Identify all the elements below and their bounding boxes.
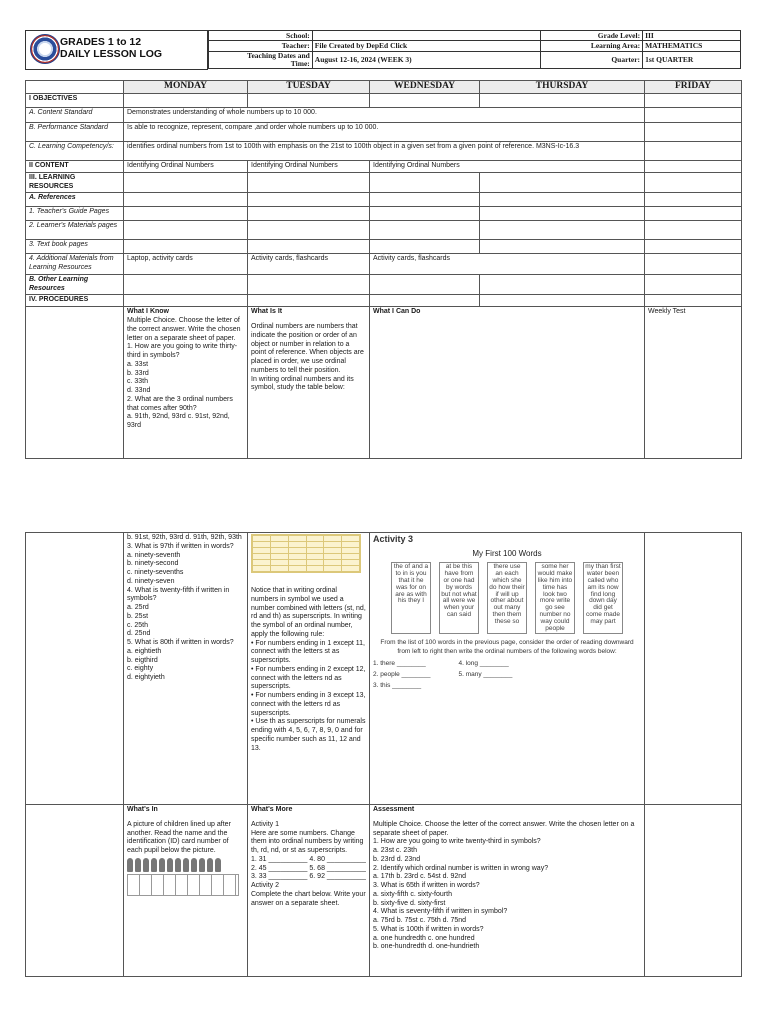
cell: [26, 805, 124, 977]
performance-standard-label: B. Performance Standard: [26, 122, 124, 141]
what-is-it-text: Ordinal numbers are numbers that indicate the position or order of an object or number in relation to a point of reference. When objects are placed in order, we use ordinal numbers to tell their position. In writing ordinal numbers and its symbol, study the table below:: [251, 323, 364, 392]
activity-3-instructions: From the list of 100 words in the previous page, consider the order of reading downward from left to right then write the ordinal numbers of the following words below:: [380, 639, 634, 655]
dates-label: [209, 51, 313, 69]
cell: [645, 93, 742, 107]
cell: [645, 207, 742, 221]
cell: [370, 274, 480, 295]
quarter-label: Quarter:: [541, 51, 643, 69]
cell: [248, 295, 370, 307]
activity-3-items: [373, 660, 641, 690]
other-resources-label: B. Other Learning Resources: [26, 274, 124, 295]
whats-in-text: A picture of children lined up after another. Read the name and the identification (ID) card number of each pupil below the picture.: [127, 820, 231, 854]
cell: [645, 172, 742, 193]
procedures-label: IV. PROCEDURES: [26, 295, 124, 307]
cell: [480, 221, 645, 240]
cell: [124, 295, 248, 307]
word-column: some her would make like him into time has look two more write go see number no way could people: [535, 562, 575, 634]
day-friday: FRIDAY: [645, 81, 742, 94]
cell: [248, 93, 370, 107]
day-header-row: [26, 81, 742, 94]
whats-in-title: What's In: [127, 806, 158, 813]
school-label: School:: [209, 31, 313, 41]
cell: [124, 207, 248, 221]
what-i-can-do-title: What I Can Do: [373, 308, 421, 316]
cell: [645, 193, 742, 207]
learners-materials-label: 2. Learner's Materials pages: [26, 221, 124, 240]
info-table: [208, 30, 741, 69]
competency-text: identifies ordinal numbers from 1st to 100th with emphasis on the 21st to 100th object in a given set from a given point of reference. M3NS-Ic-16.3: [124, 141, 645, 160]
activity-3-item: 5. many ________: [458, 670, 513, 678]
corner-cell: [26, 81, 124, 94]
dates-label-line-2: Time:: [290, 59, 310, 68]
cell: [480, 193, 645, 207]
cell: [645, 221, 742, 240]
cell: [645, 805, 742, 977]
title-box: [25, 30, 208, 70]
activity-3-item: 2. people ________: [373, 670, 431, 678]
whats-more-title: What's More: [251, 806, 293, 813]
cell: [248, 274, 370, 295]
whats-more-cell: [248, 805, 370, 977]
additional-materials-label: 4. Additional Materials from Learning Resources: [26, 254, 124, 275]
cell: [645, 295, 742, 307]
cell: [645, 254, 742, 275]
whats-more-text: Activity 1 Here are some numbers. Change them into ordinal numbers by writing th, rd, nd, or st as superscripts. 1. 31 __________ 4. 80 __________ 2. 45 __________ 5. 68 __________ 3. 33 __________ 6. 92 __________ Activity 2 Complete the chart below. Write your answer on a separate sheet.: [251, 820, 366, 907]
day-wednesday: WEDNESDAY: [370, 81, 480, 94]
content-standard-text: Demonstrates understanding of whole numbers up to 10 000.: [124, 107, 645, 122]
cell: [645, 533, 742, 805]
id-card-table-image: [127, 874, 239, 896]
teacher-value: File Created by DepEd Click: [312, 41, 540, 51]
activity-3-title: Activity 3: [373, 534, 414, 544]
monday-continued-cell: [124, 533, 248, 805]
cell: [248, 193, 370, 207]
word-list: [373, 562, 641, 634]
cell: [124, 172, 248, 193]
cell: [124, 93, 248, 107]
what-is-it-cell: [248, 307, 370, 459]
assessment-cell: [370, 805, 645, 977]
textbook-label: 3. Text book pages: [26, 240, 124, 254]
cell: [124, 221, 248, 240]
competency-label: C. Learning Competency/s:: [26, 141, 124, 160]
cell: [645, 160, 742, 172]
lesson-log-header: [25, 30, 741, 70]
lesson-grid-page-1: [25, 80, 742, 459]
cell: [645, 122, 742, 141]
cell: [124, 274, 248, 295]
cell: [645, 240, 742, 254]
cell: [480, 207, 645, 221]
cell: [124, 240, 248, 254]
cell: [26, 307, 124, 459]
cell: [480, 172, 645, 193]
ordinal-table-image: [251, 534, 361, 573]
ordinal-rules-text: Notice that in writing ordinal numbers in symbol we used a number combined with letters (st, nd, rd and th) as superscripts. In writing the symbol of an ordinal number, apply the following rule: • For numbers ending in 1 except 11, connect with the letters st as superscripts. • For numbers ending in 2 except 12, connect with the letters nd as superscripts. • For numbers ending in 3 except 13, connect with the letters rd as superscripts. • Use th as superscripts for numerals ending with 4, 5, 6, 7, 8, 9, 0 and for specific number such as 11, 12 and 13.: [251, 587, 366, 752]
cell: [248, 240, 370, 254]
friday-cell: [645, 307, 742, 459]
activity-3-cell: [370, 533, 645, 805]
what-i-can-do-cell: [370, 307, 645, 459]
teachers-guide-label: 1. Teacher's Guide Pages: [26, 207, 124, 221]
day-monday: MONDAY: [124, 81, 248, 94]
resources-label: III. LEARNING RESOURCES: [26, 172, 124, 193]
area-value: MATHEMATICS: [643, 41, 741, 51]
cell: [480, 274, 645, 295]
lesson-grid-page-2: [25, 532, 742, 977]
word-column: at be this have from or one had by words but not what all were we when your can said: [439, 562, 479, 634]
grade-value: III: [643, 31, 741, 41]
activity-3-item: 4. long ________: [458, 659, 509, 667]
cell: [370, 93, 480, 107]
what-is-it-title: What Is It: [251, 308, 283, 316]
activity-3-item: 3. this ________: [373, 681, 422, 689]
cell: [370, 207, 480, 221]
cell: [248, 221, 370, 240]
tuesday-continued-cell: [248, 533, 370, 805]
cell: [370, 172, 480, 193]
weekly-test-text: Weekly Test: [648, 308, 686, 316]
cell: [124, 193, 248, 207]
word-column: there use an each which she do how their if will up other about out many then them these so: [487, 562, 527, 634]
cell: [480, 240, 645, 254]
additional-tuesday: Activity cards, flashcards: [248, 254, 370, 275]
cell: [26, 533, 124, 805]
deped-seal-icon: [30, 34, 60, 64]
what-i-know-title: What I Know: [127, 308, 169, 316]
title-line-1: GRADES 1 to 12: [60, 36, 142, 48]
cell: [248, 207, 370, 221]
word-column: my than first water been called who am its now find long down day did get come made may part: [583, 562, 623, 634]
cell: [248, 172, 370, 193]
grade-label: Grade Level:: [541, 31, 643, 41]
whats-in-cell: [124, 805, 248, 977]
cell: [370, 221, 480, 240]
cell: [370, 193, 480, 207]
monday-continued-text: b. 91st, 92th, 93rd d. 91th, 92th, 93th 3. What is 97th if written in words? a. ninety-seventh b. ninety-second c. ninety-sevenths d. ninety-seven 4. What is twenty-fifth if written in symbols? a. 25rd b. 25st c. 25th d. 25nd 5. What is 80th if written in words? a. eightieth b. eigthird c. eighty d. eightyieth: [127, 534, 242, 681]
cell: [645, 141, 742, 160]
what-i-know-text: Multiple Choice. Choose the letter of the correct answer. Write the chosen letter on a separate sheet of paper. 1. How are you going to write thirty-third in symbols? a. 33st b. 33rd c. 33th d. 33nd 2. What are the 3 ordinal numbers that comes after 90th? a. 91th, 92nd, 93rd c. 91st, 92nd, 93rd: [127, 317, 241, 430]
title-line-2: DAILY LESSON LOG: [60, 48, 163, 60]
day-thursday: THURSDAY: [480, 81, 645, 94]
cell: [480, 295, 645, 307]
cell: [480, 93, 645, 107]
assessment-title: Assessment: [373, 806, 415, 813]
references-label: A. References: [26, 193, 124, 207]
what-i-know-cell: [124, 307, 248, 459]
school-value: [312, 31, 540, 41]
activity-3-subtitle: My First 100 Words: [472, 549, 542, 559]
dates-value: August 12-16, 2024 (WEEK 3): [312, 51, 540, 69]
teacher-label: Teacher:: [209, 41, 313, 51]
assessment-text: Multiple Choice. Choose the letter of the correct answer. Write the chosen letter on a separate sheet of paper. 1. How are you going to write twenty-third in symbols? a. 23st c. 23th b. 23rd d. 23nd 2. Identify which ordinal number is written in wrong way? a. 17th b. 23rd c. 54st d. 92nd 3. What is 65th if written in words? a. sixty-fifth c. sixty-fourth b. sixty-five d. sixty-first 4. What is seventy-fifth if written in symbol? a. 75rd b. 75st c. 75th d. 75nd 5. What is 100th if written in words? a. one hundredth c. one hundred b. one-hundredth d. one-hundrieth: [373, 820, 635, 951]
content-wednesday: Identifying Ordinal Numbers: [370, 160, 645, 172]
additional-monday: Laptop, activity cards: [124, 254, 248, 275]
cell: [645, 274, 742, 295]
objectives-label: I OBJECTIVES: [26, 93, 124, 107]
additional-wednesday: Activity cards, flashcards: [370, 254, 645, 275]
dates-label-line-1: Teaching Dates and: [247, 50, 310, 60]
area-label: Learning Area:: [541, 41, 643, 51]
content-standard-label: A. Content Standard: [26, 107, 124, 122]
word-column: the of and a to in is you that it he was for on are as with his they I: [391, 562, 431, 634]
content-tuesday: Identifying Ordinal Numbers: [248, 160, 370, 172]
quarter-value: 1st QUARTER: [643, 51, 741, 69]
cell: [370, 295, 480, 307]
activity-3-item: 1. there ________: [373, 659, 426, 667]
children-line-image: [127, 858, 244, 872]
content-label: II CONTENT: [26, 160, 124, 172]
day-tuesday: TUESDAY: [248, 81, 370, 94]
cell: [645, 107, 742, 122]
cell: [370, 240, 480, 254]
performance-standard-text: Is able to recognize, represent, compare ,and order whole numbers up to 10 000.: [124, 122, 645, 141]
content-monday: Identifying Ordinal Numbers: [124, 160, 248, 172]
